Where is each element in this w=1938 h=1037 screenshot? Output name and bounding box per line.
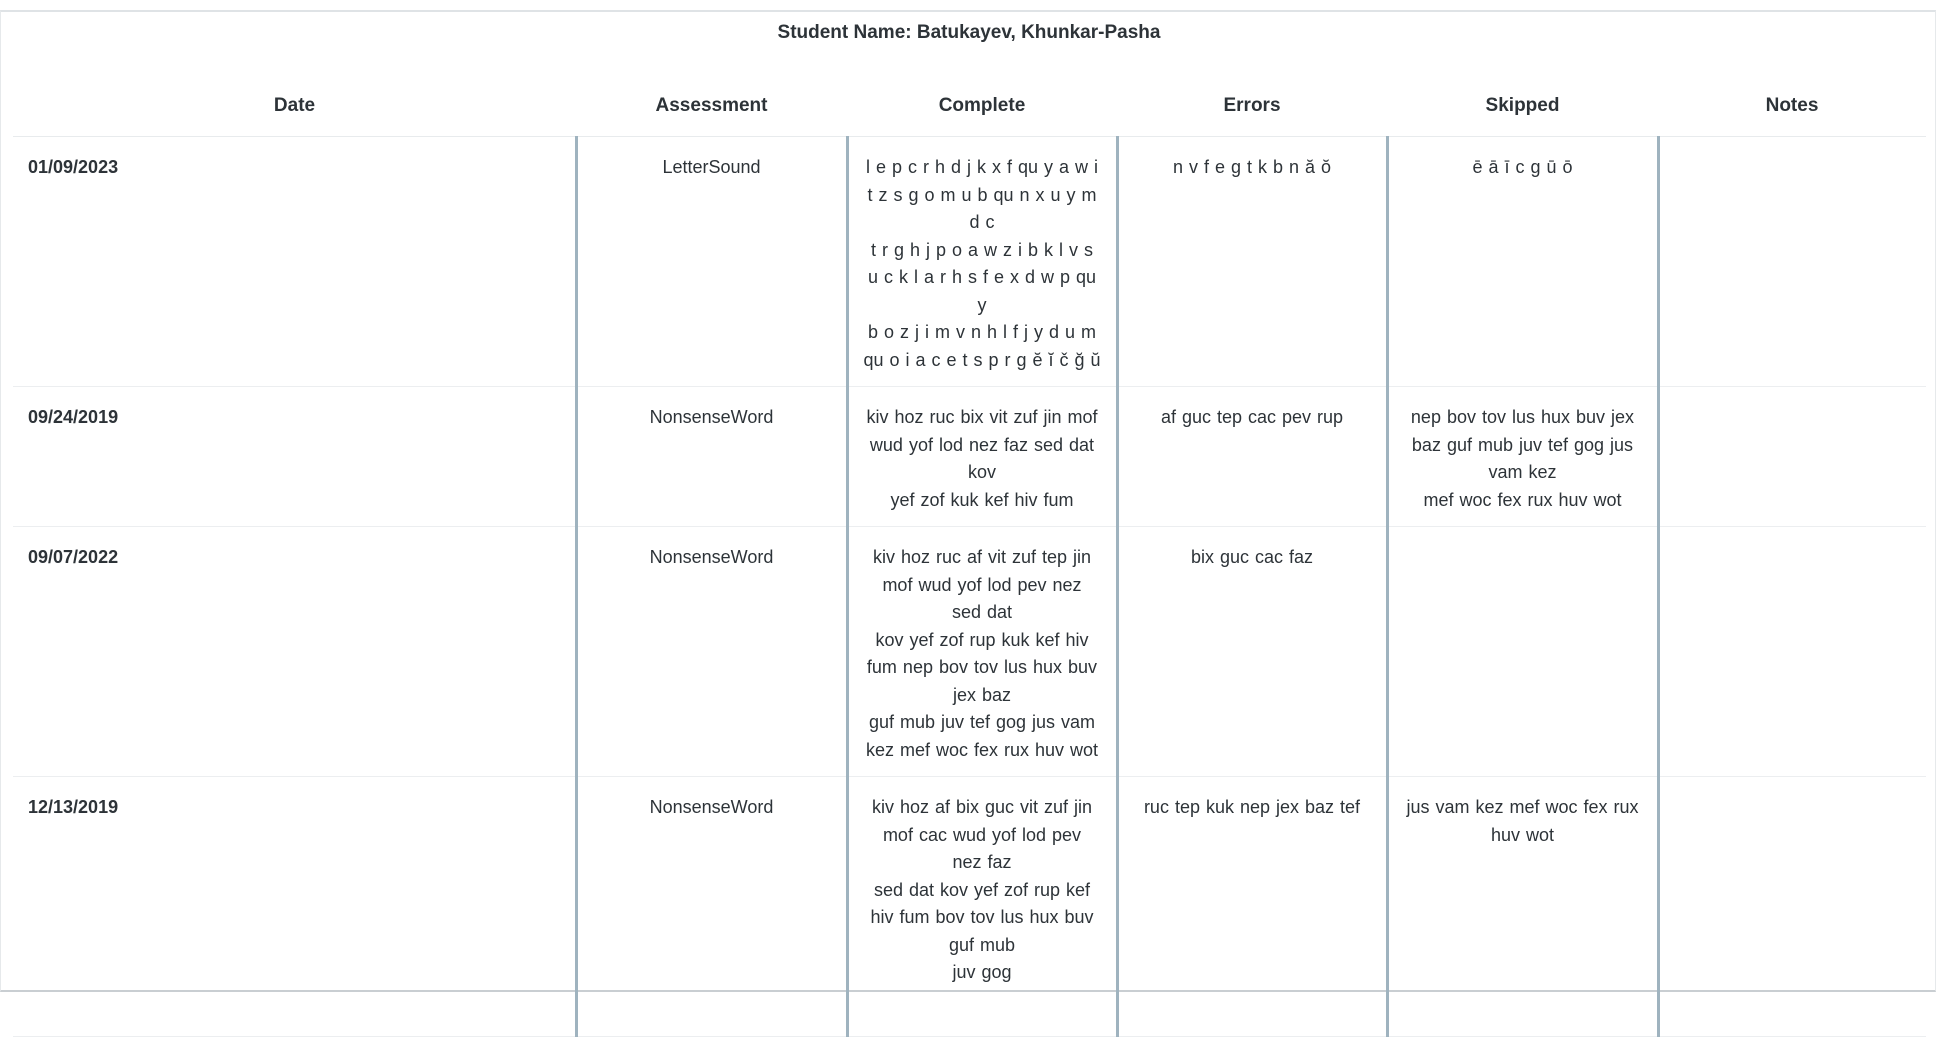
- skipped-cell: [1387, 527, 1658, 777]
- notes-cell: [1658, 137, 1926, 387]
- date-cell: 09/24/2019: [13, 387, 576, 527]
- complete-cell: kiv hoz ruc bix vit zuf jin mof wud yof lod nez faz sed dat kov yef zof kuk kef hiv fum: [847, 387, 1117, 527]
- column-header-date: Date: [13, 76, 576, 137]
- assessment-cell: NonsenseWord: [576, 527, 847, 777]
- notes-cell: [1658, 527, 1926, 777]
- skipped-cell: jus vam kez mef woc fex rux huv wot: [1387, 777, 1658, 1037]
- date-cell: 12/13/2019: [13, 777, 576, 1037]
- assessment-table: [13, 76, 1926, 1037]
- table-row: [13, 527, 1926, 777]
- column-header-notes: Notes: [1658, 76, 1926, 137]
- student-name-heading: Student Name: Batukayev, Khunkar-Pasha: [777, 22, 1161, 43]
- date-cell: 09/07/2022: [13, 527, 576, 777]
- table-header-row: [13, 76, 1926, 137]
- table-row: [13, 777, 1926, 1037]
- complete-cell: kiv hoz af bix guc vit zuf jin mof cac wud yof lod pev nez faz sed dat kov yef zof rup kef hiv fum bov tov lus hux buv guf mub juv gog: [847, 777, 1117, 1037]
- column-header-errors: Errors: [1117, 76, 1387, 137]
- notes-cell: [1658, 777, 1926, 1037]
- complete-cell: l e p c r h d j k x f qu y a w i t z s g o m u b qu n x u y m d c t r g h j p o a w z i b k l v s u c k l a r h s f e x d w p qu y b o z j i m v n h l f j y d u m qu o i a c e t s p r g ĕ ĭ č ğ ŭ: [847, 137, 1117, 387]
- notes-cell: [1658, 387, 1926, 527]
- table-row: [13, 387, 1926, 527]
- assessment-cell: LetterSound: [576, 137, 847, 387]
- errors-cell: n v f e g t k b n ă ŏ: [1117, 137, 1387, 387]
- errors-cell: af guc tep cac pev rup: [1117, 387, 1387, 527]
- date-cell: 01/09/2023: [13, 137, 576, 387]
- skipped-cell: ē ā ī c g ū ō: [1387, 137, 1658, 387]
- complete-cell: kiv hoz ruc af vit zuf tep jin mof wud yof lod pev nez sed dat kov yef zof rup kuk kef hiv fum nep bov tov lus hux buv jex baz guf mub juv tef gog jus vam kez mef woc fex rux huv wot: [847, 527, 1117, 777]
- column-header-skipped: Skipped: [1387, 76, 1658, 137]
- assessment-cell: NonsenseWord: [576, 387, 847, 527]
- table-row: [13, 137, 1926, 387]
- assessment-cell: NonsenseWord: [576, 777, 847, 1037]
- column-header-assessment: Assessment: [576, 76, 847, 137]
- errors-cell: ruc tep kuk nep jex baz tef: [1117, 777, 1387, 1037]
- skipped-cell: nep bov tov lus hux buv jex baz guf mub juv tef gog jus vam kez mef woc fex rux huv wot: [1387, 387, 1658, 527]
- errors-cell: bix guc cac faz: [1117, 527, 1387, 777]
- column-header-complete: Complete: [847, 76, 1117, 137]
